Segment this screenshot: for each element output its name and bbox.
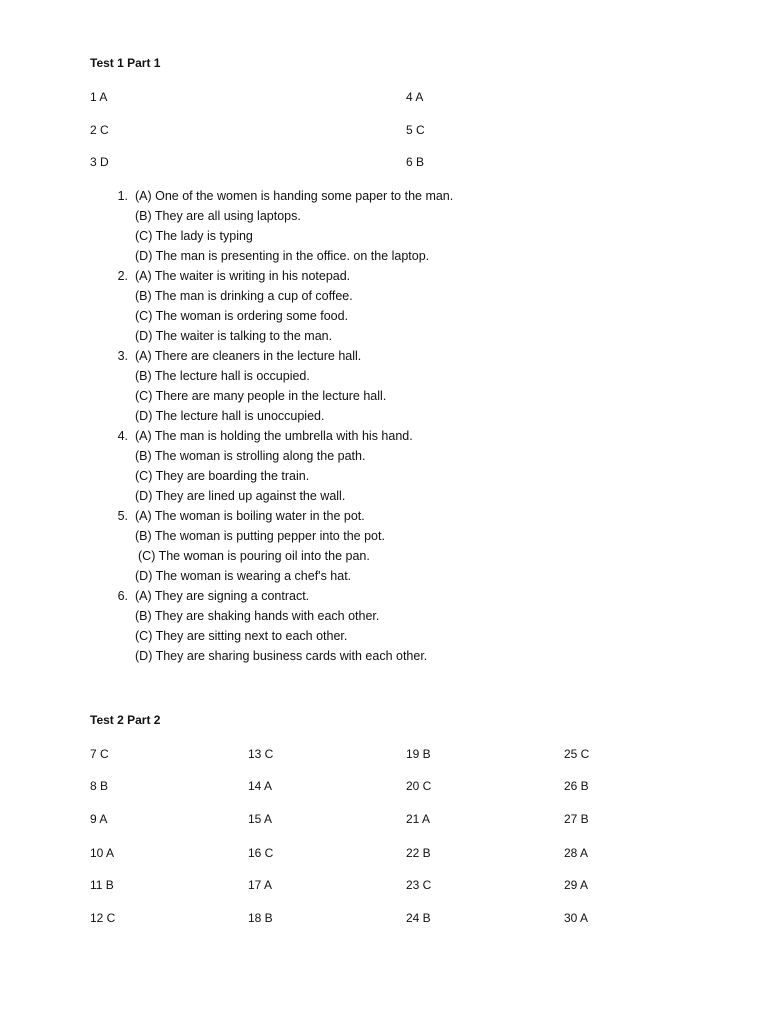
question-number: 3. bbox=[117, 349, 128, 363]
option-c: (C) There are many people in the lecture hall. bbox=[135, 389, 387, 403]
question-6 bbox=[112, 586, 712, 666]
option-d: (D) They are lined up against the wall. bbox=[135, 489, 346, 503]
option-d: (D) The man is presenting in the office. on the laptop. bbox=[135, 249, 430, 263]
option-a: (A) There are cleaners in the lecture hall. bbox=[135, 349, 362, 363]
option-b: (B) The woman is strolling along the path. bbox=[135, 449, 366, 463]
test2-answer-29: 29 A bbox=[564, 878, 589, 892]
test2-answer-16: 16 C bbox=[248, 846, 274, 860]
option-a: (A) The man is holding the umbrella with his hand. bbox=[135, 429, 413, 443]
test1-answer-3: 3 D bbox=[90, 155, 109, 169]
test2-answer-30: 30 A bbox=[564, 911, 589, 925]
option-a: (A) The waiter is writing in his notepad. bbox=[135, 269, 351, 283]
option-d: (D) The woman is wearing a chef's hat. bbox=[135, 569, 352, 583]
question-1 bbox=[112, 186, 712, 266]
test2-answer-25: 25 C bbox=[564, 747, 590, 761]
question-4 bbox=[112, 426, 712, 506]
option-c: (C) The woman is pouring oil into the pan. bbox=[138, 549, 370, 563]
option-c: (C) They are sitting next to each other. bbox=[135, 629, 348, 643]
option-d: (D) The lecture hall is unoccupied. bbox=[135, 409, 325, 423]
test2-answer-17: 17 A bbox=[248, 878, 273, 892]
question-3 bbox=[112, 346, 712, 426]
test1-answer-4: 4 A bbox=[406, 90, 424, 104]
question-5 bbox=[112, 506, 712, 586]
test2-answer-9: 9 A bbox=[90, 812, 108, 826]
test1-heading: Test 1 Part 1 bbox=[90, 56, 161, 70]
question-list bbox=[112, 186, 712, 666]
test2-answer-18: 18 B bbox=[248, 911, 273, 925]
test2-answer-23: 23 C bbox=[406, 878, 432, 892]
question-number: 1. bbox=[117, 189, 128, 203]
option-b: (B) The man is drinking a cup of coffee. bbox=[135, 289, 353, 303]
option-d: (D) They are sharing business cards with each other. bbox=[135, 649, 428, 663]
option-c: (C) They are boarding the train. bbox=[135, 469, 310, 483]
option-d: (D) The waiter is talking to the man. bbox=[135, 329, 333, 343]
test2-answer-13: 13 C bbox=[248, 747, 274, 761]
test2-answer-15: 15 A bbox=[248, 812, 273, 826]
test2-heading: Test 2 Part 2 bbox=[90, 713, 161, 727]
test1-answer-6: 6 B bbox=[406, 155, 425, 169]
option-c: (C) The lady is typing bbox=[135, 229, 253, 243]
test2-answer-7: 7 C bbox=[90, 747, 109, 761]
option-a: (A) The woman is boiling water in the pot. bbox=[135, 509, 365, 523]
option-a: (A) They are signing a contract. bbox=[135, 589, 310, 603]
test2-answer-8: 8 B bbox=[90, 779, 109, 793]
test2-answer-12: 12 C bbox=[90, 911, 116, 925]
test2-answer-21: 21 A bbox=[406, 812, 431, 826]
test2-answer-14: 14 A bbox=[248, 779, 273, 793]
test2-answer-19: 19 B bbox=[406, 747, 431, 761]
test2-answer-11: 11 B bbox=[90, 878, 114, 892]
option-b: (B) The woman is putting pepper into the pot. bbox=[135, 529, 385, 543]
option-b: (B) They are shaking hands with each other. bbox=[135, 609, 380, 623]
test2-answer-24: 24 B bbox=[406, 911, 431, 925]
question-number: 6. bbox=[117, 589, 128, 603]
test2-answer-27: 27 B bbox=[564, 812, 589, 826]
question-2 bbox=[112, 266, 712, 346]
test2-answer-20: 20 C bbox=[406, 779, 432, 793]
test2-answer-10: 10 A bbox=[90, 846, 115, 860]
option-b: (B) They are all using laptops. bbox=[135, 209, 301, 223]
test2-answer-22: 22 B bbox=[406, 846, 431, 860]
question-number: 5. bbox=[117, 509, 128, 523]
test2-answer-26: 26 B bbox=[564, 779, 589, 793]
question-number: 2. bbox=[117, 269, 128, 283]
test2-answer-28: 28 A bbox=[564, 846, 589, 860]
test1-answer-5: 5 C bbox=[406, 123, 425, 137]
test1-answer-2: 2 C bbox=[90, 123, 109, 137]
option-a: (A) One of the women is handing some paper to the man. bbox=[135, 189, 454, 203]
option-c: (C) The woman is ordering some food. bbox=[135, 309, 349, 323]
question-number: 4. bbox=[117, 429, 128, 443]
option-b: (B) The lecture hall is occupied. bbox=[135, 369, 310, 383]
test1-answer-1: 1 A bbox=[90, 90, 108, 104]
